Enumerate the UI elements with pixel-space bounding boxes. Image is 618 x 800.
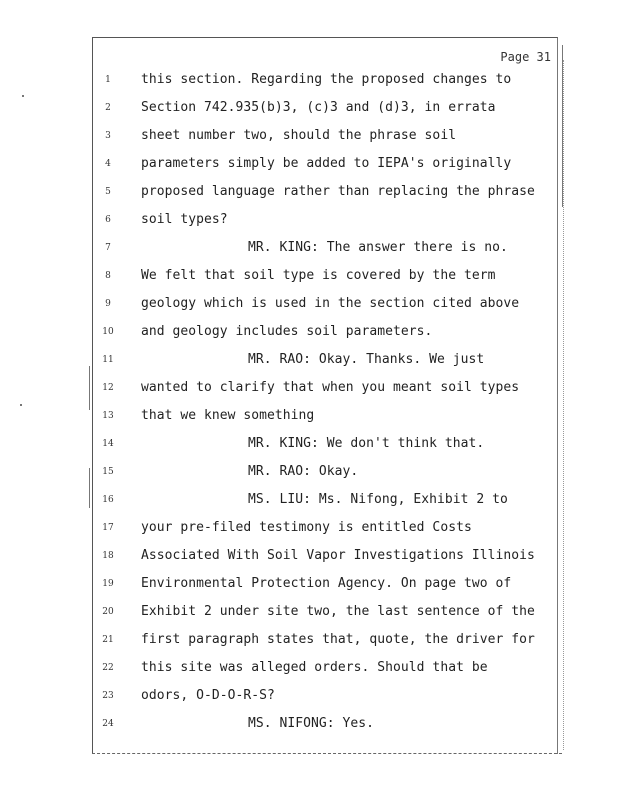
line-text: MR. RAO: Okay. Thanks. We just: [248, 352, 485, 367]
line-number: 15: [102, 467, 114, 477]
transcript-line: [93, 97, 557, 119]
transcript-line: [93, 657, 557, 679]
transcript-line: [93, 265, 557, 287]
right-margin-dots: [563, 60, 564, 750]
transcript-line: [93, 321, 557, 343]
line-text: We felt that soil type is covered by the term: [141, 268, 496, 283]
transcript-line: [93, 349, 557, 371]
transcript-line: [93, 405, 557, 427]
line-number: 3: [105, 131, 111, 141]
line-number: 4: [105, 159, 111, 169]
line-text: that we knew something: [141, 408, 315, 423]
transcript-line: [93, 125, 557, 147]
left-margin-mark: [89, 366, 90, 410]
line-number: 23: [102, 691, 114, 701]
line-number: 13: [102, 411, 114, 421]
line-number: 11: [102, 355, 114, 365]
line-number: 5: [105, 187, 111, 197]
bottom-rule: [92, 753, 562, 754]
transcript-line: [93, 433, 557, 455]
line-number: 9: [105, 299, 111, 309]
line-number: 6: [105, 215, 111, 225]
transcript-line: [93, 181, 557, 203]
transcript-line: [93, 573, 557, 595]
transcript-line: [93, 685, 557, 707]
transcript-line: [93, 489, 557, 511]
line-text: Environmental Protection Agency. On page two of: [141, 576, 512, 591]
transcript-line: [93, 293, 557, 315]
line-text: parameters simply be added to IEPA's originally: [141, 156, 512, 171]
transcript-line: [93, 601, 557, 623]
margin-speck: [22, 95, 24, 97]
line-number: 19: [102, 579, 114, 589]
right-margin-line: [562, 45, 563, 207]
line-number: 24: [102, 719, 114, 729]
line-number: 10: [102, 327, 114, 337]
line-number: 20: [102, 607, 114, 617]
margin-speck: [20, 404, 22, 406]
line-text: this section. Regarding the proposed changes to: [141, 72, 512, 87]
line-text: sheet number two, should the phrase soil: [141, 128, 457, 143]
line-number: 14: [102, 439, 114, 449]
line-text: Section 742.935(b)3, (c)3 and (d)3, in errata: [141, 100, 496, 115]
line-text: MS. LIU: Ms. Nifong, Exhibit 2 to: [248, 492, 508, 507]
line-text: odors, O-D-O-R-S?: [141, 688, 275, 703]
line-text: MR. KING: The answer there is no.: [248, 240, 508, 255]
transcript-line: [93, 209, 557, 231]
transcript-line: [93, 545, 557, 567]
transcript-line: [93, 237, 557, 259]
line-text: geology which is used in the section cited above: [141, 296, 520, 311]
page-number: Page 31: [500, 50, 551, 64]
line-text: wanted to clarify that when you meant soil types: [141, 380, 520, 395]
line-text: MR. KING: We don't think that.: [248, 436, 485, 451]
line-number: 21: [102, 635, 114, 645]
line-text: proposed language rather than replacing the phrase: [141, 184, 535, 199]
line-number: 22: [102, 663, 114, 673]
line-number: 18: [102, 551, 114, 561]
transcript-line: [93, 713, 557, 735]
line-text: soil types?: [141, 212, 228, 227]
line-number: 16: [102, 495, 114, 505]
line-number: 7: [105, 243, 111, 253]
line-text: your pre-filed testimony is entitled Costs: [141, 520, 472, 535]
left-margin-mark: [89, 468, 90, 508]
line-text: Exhibit 2 under site two, the last sentence of the: [141, 604, 535, 619]
line-text: MS. NIFONG: Yes.: [248, 716, 375, 731]
transcript-line: [93, 377, 557, 399]
transcript-line: [93, 461, 557, 483]
line-number: 12: [102, 383, 114, 393]
line-number: 2: [105, 103, 111, 113]
line-text: and geology includes soil parameters.: [141, 324, 433, 339]
transcript-line: [93, 629, 557, 651]
line-text: first paragraph states that, quote, the driver for: [141, 632, 535, 647]
line-number: 17: [102, 523, 114, 533]
line-text: this site was alleged orders. Should that be: [141, 660, 488, 675]
transcript-page: [92, 37, 558, 754]
transcript-line: [93, 517, 557, 539]
line-text: MR. RAO: Okay.: [248, 464, 359, 479]
line-number: 8: [105, 271, 111, 281]
transcript-line: [93, 69, 557, 91]
line-text: Associated With Soil Vapor Investigations Illinois: [141, 548, 535, 563]
transcript-line: [93, 153, 557, 175]
line-number: 1: [105, 75, 111, 85]
